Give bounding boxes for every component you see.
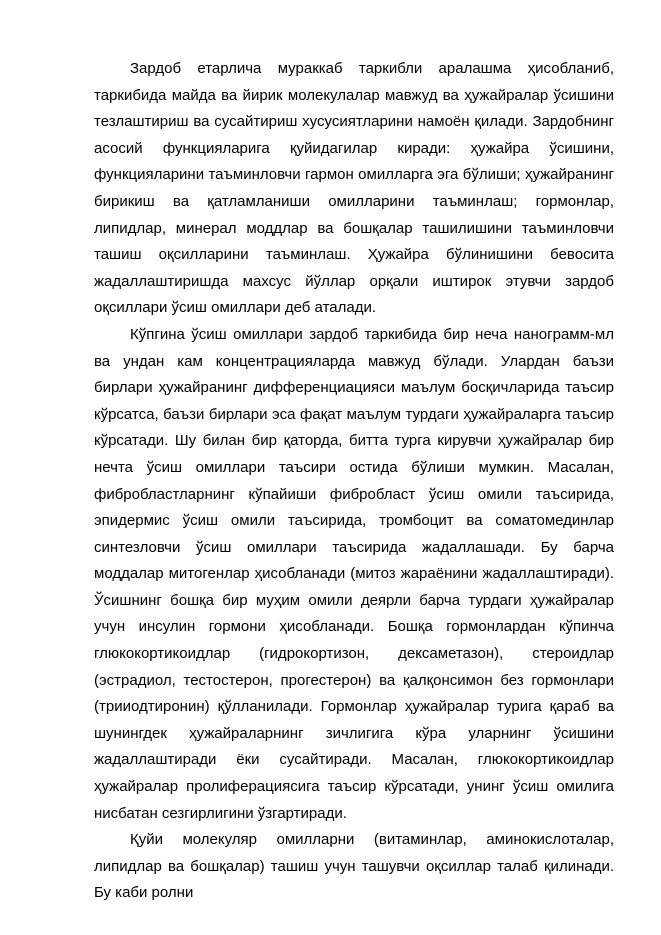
paragraph-serum-composition: Зардоб етарлича мураккаб таркибли аралашма ҳисобланиб, таркибида майда ва йирик молекулалар мавжуд ва ҳужайралар ўсишини тезлаштириш ва сусайтириш хусусиятларини намоён қилади. Зардобнинг асосий функцияларига қуйидагилар киради: ҳужайра ўсишини, функцияларини таъминловчи гармон омилларга эга бўлиши; ҳужайранинг бирикиш ва қатламланиши омилларини таъминлаш; гормонлар, липидлар, минерал моддлар ва бошқалар ташилишини таъминловчи ташиш оқсилларини таъминлаш. Ҳужайра бўлинишини бевосита жадаллаштиришда махсус йўллар орқали иштирок этувчи зардоб оқсиллари ўсиш омиллари деб аталади.	[94, 60, 614, 317]
document-page	[94, 56, 614, 907]
paragraph-carrier-proteins: Қуйи молекуляр омилларни (витаминлар, аминокислоталар, липидлар ва бошқалар) ташиш учун ташувчи оқсиллар талаб қилинади. Бу каби ролни	[94, 831, 614, 902]
paragraph-growth-factors: Кўпгина ўсиш омиллари зардоб таркибида бир неча нанограмм-мл ва ундан кам концентрацияларда мавжуд бўлади. Улардан баъзи бирлари ҳужайранинг дифференциацияси маълум босқичларида таъсир кўрсатса, баъзи бирлари эса фақат маълум турдаги ҳужайраларга таъсир кўрсатади. Шу билан бир қаторда, битта турга кирувчи ҳужайралар бир нечта ўсиш омиллари таъсири остида бўлиши мумкин. Масалан, фибробластларнинг кўпайиши фибробласт ўсиш омили таъсирида, эпидермис ўсиш омили таъсирида, тромбоцит ва соматомединлар синтезловчи ўсиш омиллари таъсирида жадаллашади. Бу барча моддалар митогенлар ҳисобланади (митоз жараёнини жадаллаштиради). Ўсишнинг бошқа бир муҳим омили деярли барча турдаги ҳужайралар учун инсулин гормони ҳисобланади. Бошқа гормонлардан кўпинча глюкокортикоидлар (гидрокортизон, дексаметазон), стероидлар (эстрадиол, тестостерон, прогестерон) ва қалқонсимон без гормонлари (трииодтиронин) қўлланилади. Гормонлар ҳужайралар турига қараб ва шунингдек ҳужайраларнинг зичлигига кўра уларнинг ўсишини жадаллаштиради ёки сусайтиради. Масалан, глюкокортикоидлар ҳужайралар пролиферациясига таъсир кўрсатади, унинг ўсиш омилига нисбатан сезгирлигини ўзгартиради.	[94, 325, 614, 822]
